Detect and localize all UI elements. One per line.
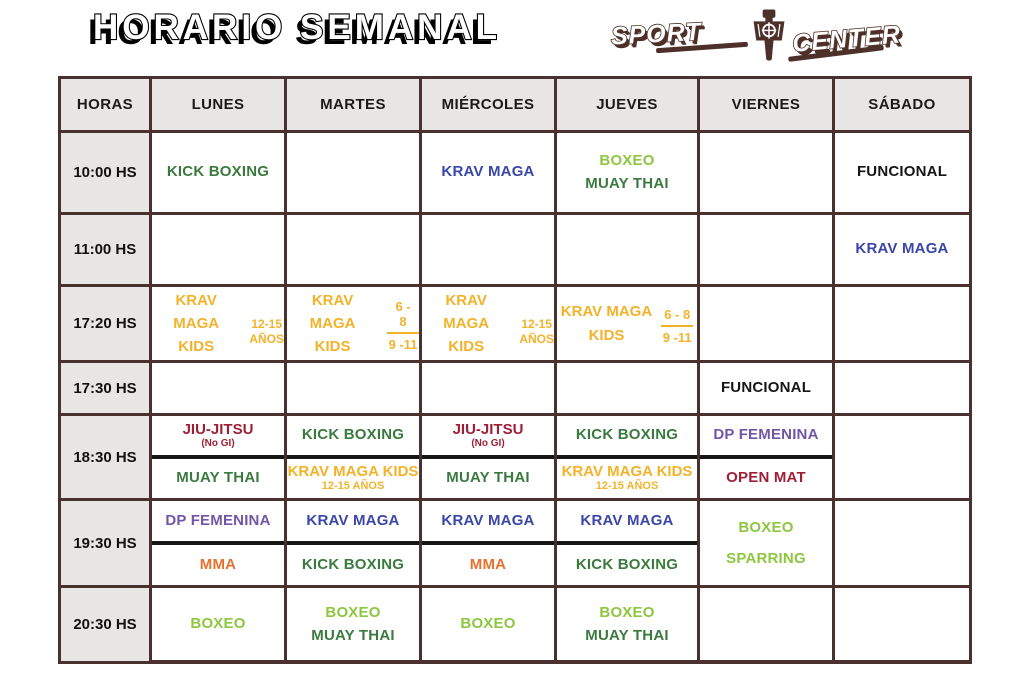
cell-jueves-1000 bbox=[557, 133, 700, 212]
cell-viernes-1000-empty bbox=[700, 133, 835, 212]
cell-jueves-1930 bbox=[557, 501, 700, 585]
cell-sabado-2030-empty bbox=[835, 588, 969, 661]
time-1930: 19:30 HS bbox=[61, 501, 152, 585]
cell-martes-1720 bbox=[287, 287, 422, 360]
cell-miercoles-1000 bbox=[422, 133, 557, 212]
cell-lunes-1930 bbox=[152, 501, 287, 585]
cell-miercoles-1720 bbox=[422, 287, 557, 360]
row-2030 bbox=[61, 588, 969, 661]
class-label: MUAY THAI bbox=[176, 469, 260, 487]
class-label: FUNCIONAL bbox=[856, 163, 948, 181]
cell-lunes-1100-empty bbox=[152, 215, 287, 284]
cell-martes-2030 bbox=[287, 588, 422, 661]
class-label: KICK BOXING bbox=[575, 555, 679, 573]
class-label: KICK BOXING bbox=[301, 555, 405, 573]
header-viernes: VIERNES bbox=[700, 79, 835, 130]
logo-word-sport: SPORT bbox=[610, 17, 703, 51]
cell-viernes-1720-empty bbox=[700, 287, 835, 360]
time-1000: 10:00 HS bbox=[61, 133, 152, 212]
cell-sabado-1100 bbox=[835, 215, 969, 284]
class-label: KRAV MAGA bbox=[441, 163, 535, 181]
cell-miercoles-1930 bbox=[422, 501, 557, 585]
row-1100 bbox=[61, 215, 969, 287]
class-label: KRAV MAGA KIDS bbox=[560, 303, 653, 344]
time-1720: 17:20 HS bbox=[61, 287, 152, 360]
time-2030: 20:30 HS bbox=[61, 588, 152, 661]
logo-word-center: CENTER bbox=[791, 19, 903, 58]
time-1730: 17:30 HS bbox=[61, 363, 152, 413]
header-row bbox=[61, 79, 969, 133]
row-1000 bbox=[61, 133, 969, 215]
class-label: MUAY THAI bbox=[311, 626, 395, 644]
cell-lunes-1720 bbox=[152, 287, 287, 360]
row-1930 bbox=[61, 501, 969, 588]
cell-jueves-1730-empty bbox=[557, 363, 700, 413]
time-1830: 18:30 HS bbox=[61, 416, 152, 498]
weekly-schedule-table bbox=[58, 76, 972, 664]
class-label: KRAV MAGA bbox=[422, 501, 554, 545]
cell-sabado-1000 bbox=[835, 133, 969, 212]
class-label: KRAV MAGA bbox=[287, 501, 419, 545]
cell-martes-1830 bbox=[287, 416, 422, 498]
cell-sabado-1730-empty bbox=[835, 363, 969, 413]
class-label: MUAY THAI bbox=[585, 174, 669, 192]
header-lunes: LUNES bbox=[152, 79, 287, 130]
time-1100: 11:00 HS bbox=[61, 215, 152, 284]
header-sabado: SÁBADO bbox=[835, 79, 969, 130]
cell-martes-1100-empty bbox=[287, 215, 422, 284]
page-title: HORARIO SEMANAL bbox=[93, 8, 502, 47]
header-martes: MARTES bbox=[287, 79, 422, 130]
age-groups: 6 - 8 9 -11 bbox=[662, 306, 692, 345]
class-label: KRAV MAGA bbox=[855, 240, 949, 258]
class-label: KRAV MAGA KIDS 12-15 AÑOS bbox=[287, 463, 419, 492]
class-label: FUNCIONAL bbox=[720, 378, 812, 396]
class-label: KRAV MAGA KIDS bbox=[309, 291, 356, 356]
cell-jueves-2030 bbox=[557, 588, 700, 661]
cell-martes-1930 bbox=[287, 501, 422, 585]
cell-miercoles-2030 bbox=[422, 588, 557, 661]
class-label: MMA bbox=[199, 555, 237, 573]
cell-miercoles-1100-empty bbox=[422, 215, 557, 284]
cell-lunes-1830 bbox=[152, 416, 287, 498]
cell-martes-1000-empty bbox=[287, 133, 422, 212]
cell-martes-1730-empty bbox=[287, 363, 422, 413]
class-label: BOXEO bbox=[460, 615, 516, 633]
class-label: BOXEO bbox=[190, 615, 246, 633]
sport-center-logo bbox=[610, 4, 903, 66]
cell-miercoles-1830 bbox=[422, 416, 557, 498]
header-horas: HORAS bbox=[61, 79, 152, 130]
class-label: BOXEO bbox=[325, 604, 381, 621]
cell-miercoles-1730-empty bbox=[422, 363, 557, 413]
row-1730 bbox=[61, 363, 969, 416]
cell-sabado-1720-empty bbox=[835, 287, 969, 360]
class-label: MUAY THAI bbox=[585, 626, 669, 644]
cell-sabado-1830-empty bbox=[835, 416, 969, 498]
header-jueves: JUEVES bbox=[557, 79, 700, 130]
class-label: KRAV MAGA KIDS 12-15 AÑOS bbox=[561, 463, 693, 492]
class-label: KRAV MAGA KIDS bbox=[173, 291, 220, 356]
cell-jueves-1100-empty bbox=[557, 215, 700, 284]
class-label: MUAY THAI bbox=[446, 469, 530, 487]
cell-lunes-1730-empty bbox=[152, 363, 287, 413]
row-1720 bbox=[61, 287, 969, 363]
cell-viernes-1100-empty bbox=[700, 215, 835, 284]
cell-jueves-1830 bbox=[557, 416, 700, 498]
cell-sabado-1930-empty bbox=[835, 501, 969, 585]
cell-viernes-2030-empty bbox=[700, 588, 835, 661]
age-groups: 6 - 8 9 -11 bbox=[388, 299, 418, 352]
age-note: 12-15 AÑOS bbox=[249, 316, 284, 346]
cell-viernes-1730 bbox=[700, 363, 835, 413]
class-label: BOXEO SPARRING bbox=[726, 518, 806, 567]
class-label: DP FEMENINA bbox=[152, 501, 284, 545]
class-label: KICK BOXING bbox=[287, 416, 419, 459]
class-label: JIU-JITSU (No GI) bbox=[152, 416, 284, 459]
class-label: BOXEO bbox=[599, 152, 655, 169]
class-label: KICK BOXING bbox=[166, 163, 270, 181]
header-miercoles: MIÉRCOLES bbox=[422, 79, 557, 130]
class-label: MMA bbox=[469, 555, 507, 573]
row-1830 bbox=[61, 416, 969, 501]
cell-jueves-1720 bbox=[557, 287, 700, 360]
class-label: DP FEMENINA bbox=[700, 416, 832, 459]
age-note: 12-15 AÑOS bbox=[519, 316, 554, 346]
cell-lunes-2030 bbox=[152, 588, 287, 661]
cell-viernes-1930 bbox=[700, 501, 835, 585]
class-label: OPEN MAT bbox=[726, 469, 806, 487]
cell-lunes-1000 bbox=[152, 133, 287, 212]
class-label: KICK BOXING bbox=[557, 416, 697, 459]
class-label: KRAV MAGA bbox=[557, 501, 697, 545]
class-label: JIU-JITSU (No GI) bbox=[422, 416, 554, 459]
cell-viernes-1830 bbox=[700, 416, 835, 498]
thor-hammer-icon bbox=[749, 8, 789, 62]
class-label: BOXEO bbox=[599, 604, 655, 621]
class-label: KRAV MAGA KIDS bbox=[443, 291, 490, 356]
